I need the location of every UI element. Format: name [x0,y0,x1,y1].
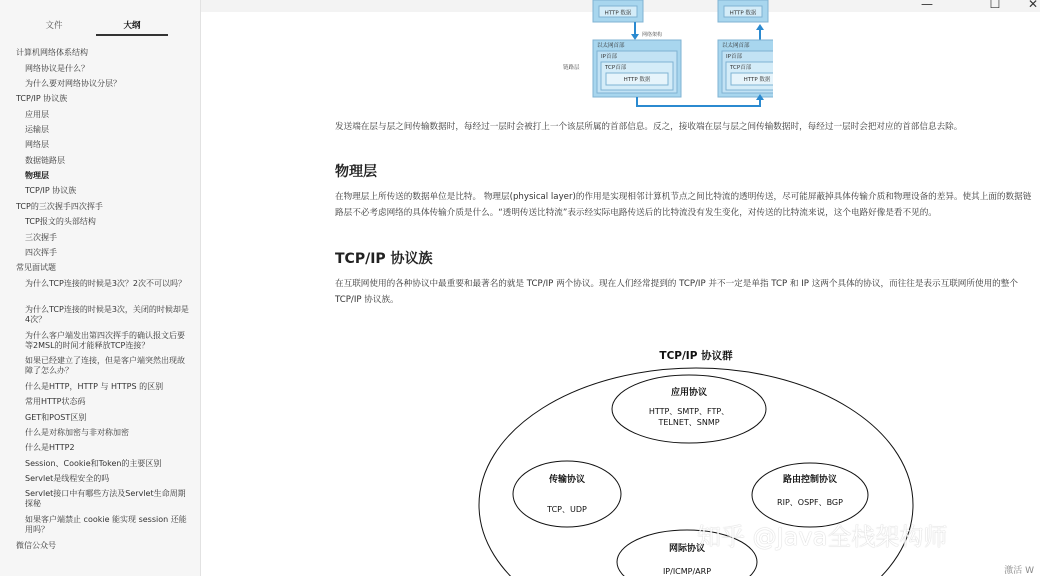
tab-files[interactable]: 文件 [45,21,63,31]
outline-item[interactable]: 三次握手 [25,233,57,242]
outline-item[interactable]: 应用层 [25,110,49,119]
outline-item[interactable]: Session、Cookie和Token的主要区别 [25,459,162,468]
svg-text:网络架构: 网络架构 [642,32,663,38]
heading-tcpip: TCP/IP 协议族 [335,251,433,267]
intro-paragraph: 发送端在层与层之间传输数据时，每经过一层时会被打上一个该层所属的首部信息。反之，接收端在层与层之间传输数据时，每经过一层时会把对应的首部信息去除。 [335,122,963,132]
outline-item[interactable]: 计算机网络体系结构 [16,48,88,57]
svg-text:IP首部: IP首部 [601,54,617,60]
svg-text:HTTP 数据: HTTP 数据 [729,10,757,17]
maximize-button[interactable]: ☐ [989,0,1001,11]
outline-item[interactable]: 如果已经建立了连接，但是客户端突然出现故障了怎么办？ [25,356,185,375]
close-button[interactable]: ✕ [1027,0,1039,11]
svg-text:TCP首部: TCP首部 [605,65,627,71]
svg-text:IP首部: IP首部 [726,54,742,60]
diagram-title: TCP/IP 协议群 [659,350,733,362]
outline-item[interactable]: 运输层 [25,125,49,134]
outline-item[interactable]: TCP报文的头部结构 [25,217,96,226]
tab-outline[interactable]: 大纲 [96,18,168,36]
svg-text:传输协议: 传输协议 [548,475,586,485]
outline-item[interactable]: 什么是HTTP，HTTP 与 HTTPS 的区别 [25,382,164,391]
zhihu-watermark: 知乎 @Java全栈架构师 [697,523,948,551]
outline-item[interactable]: 常用HTTP状态码 [25,397,86,406]
outline-item[interactable]: 什么是对称加密与非对称加密 [25,428,129,437]
minimize-button[interactable]: — [921,0,933,11]
layer-encapsulation-diagram [563,0,773,112]
transport-protocol-node [513,461,621,527]
svg-text:HTTP、SMTP、FTP、: HTTP、SMTP、FTP、 [648,407,730,416]
svg-text:以太网首部: 以太网首部 [597,43,625,49]
svg-text:RIP、OSPF、BGP: RIP、OSPF、BGP [777,498,843,507]
outline-item[interactable]: GET和POST区别 [25,413,87,422]
sidebar-tabs [18,18,168,38]
svg-text:链路层: 链路层 [563,65,580,71]
outline-item[interactable]: 四次挥手 [25,248,57,257]
svg-text:IP/ICMP/ARP: IP/ICMP/ARP [662,567,712,576]
outline-item[interactable]: Servlet接口中有哪些方法及Servlet生命周期探秘 [25,489,186,508]
outline-item[interactable]: 网络协议是什么？ [25,64,89,73]
outline-item[interactable]: TCP/IP 协议族 [16,94,68,103]
heading-physical-layer: 物理层 [335,164,377,180]
right-stack [718,40,773,97]
outline-item[interactable]: 如果客户端禁止 cookie 能实现 session 还能用吗？ [25,515,187,534]
svg-text:路由控制协议: 路由控制协议 [782,475,838,485]
outline-item[interactable]: 什么是HTTP2 [25,443,75,452]
outline-item[interactable]: 为什么要对网络协议分层？ [25,79,121,88]
tcpip-paragraph: 在互联网使用的各种协议中最重要和最著名的就是 TCP/IP 两个协议。现在人们经常提到的 TCP/IP 并不一定是单指 TCP 和 IP 这两个具体的协议，而往往是表示互联网所使用的整个 TCP/IP 协议族。 [335,279,1018,305]
article-content [201,0,1040,576]
svg-text:应用协议: 应用协议 [670,388,708,398]
outline-item-active[interactable]: 物理层 [25,171,49,180]
outline-item[interactable]: 数据链路层 [25,156,65,165]
svg-text:HTTP 数据: HTTP 数据 [743,77,771,83]
windows-activation-notice: 激活 W [1004,566,1034,576]
outline-item[interactable]: Servlet是线程安全的吗 [25,474,110,483]
svg-text:TCP、UDP: TCP、UDP [547,505,587,514]
svg-text:以太网首部: 以太网首部 [722,43,750,49]
outline-item[interactable]: TCP/IP 协议族 [25,186,77,195]
svg-text:HTTP 数据: HTTP 数据 [623,77,651,83]
svg-text:TELNET、SNMP: TELNET、SNMP [658,418,720,427]
outline-item[interactable]: 为什么客户端发出第四次挥手的确认报文后要等2MSL的时间才能释放TCP连接？ [25,331,185,350]
sidebar [0,0,201,576]
outline-item[interactable]: 为什么TCP连接的时候是3次？2次不可以吗？ [25,279,187,288]
outline-item[interactable]: 常见面试题 [16,263,56,272]
left-stack [593,40,681,97]
svg-text:TCP首部: TCP首部 [730,65,752,71]
outline-item[interactable]: 为什么TCP连接的时候是3次，关闭的时候却是4次？ [25,305,189,324]
svg-text:网际协议: 网际协议 [668,544,706,554]
application-protocol-node [612,375,766,443]
svg-text:HTTP 数据: HTTP 数据 [604,10,632,17]
physical-paragraph: 在物理层上所传送的数据单位是比特。 物理层(physical layer)的作用是实现相邻计算机节点之间比特流的透明传送，尽可能屏蔽掉具体传输介质和物理设备的差异。使其上面的数据链路层不必考虑网络的具体传输介质是什么。“透明传送比特流”表示经实际电路传送后的比特流没有发生变化，对传送的比特流来说，这个电路好像是看不见的。 [335,192,1032,218]
outline-item[interactable]: 网络层 [25,140,49,149]
outline-item[interactable]: TCP的三次握手四次挥手 [16,202,103,211]
outline-item[interactable]: 微信公众号 [16,541,56,550]
